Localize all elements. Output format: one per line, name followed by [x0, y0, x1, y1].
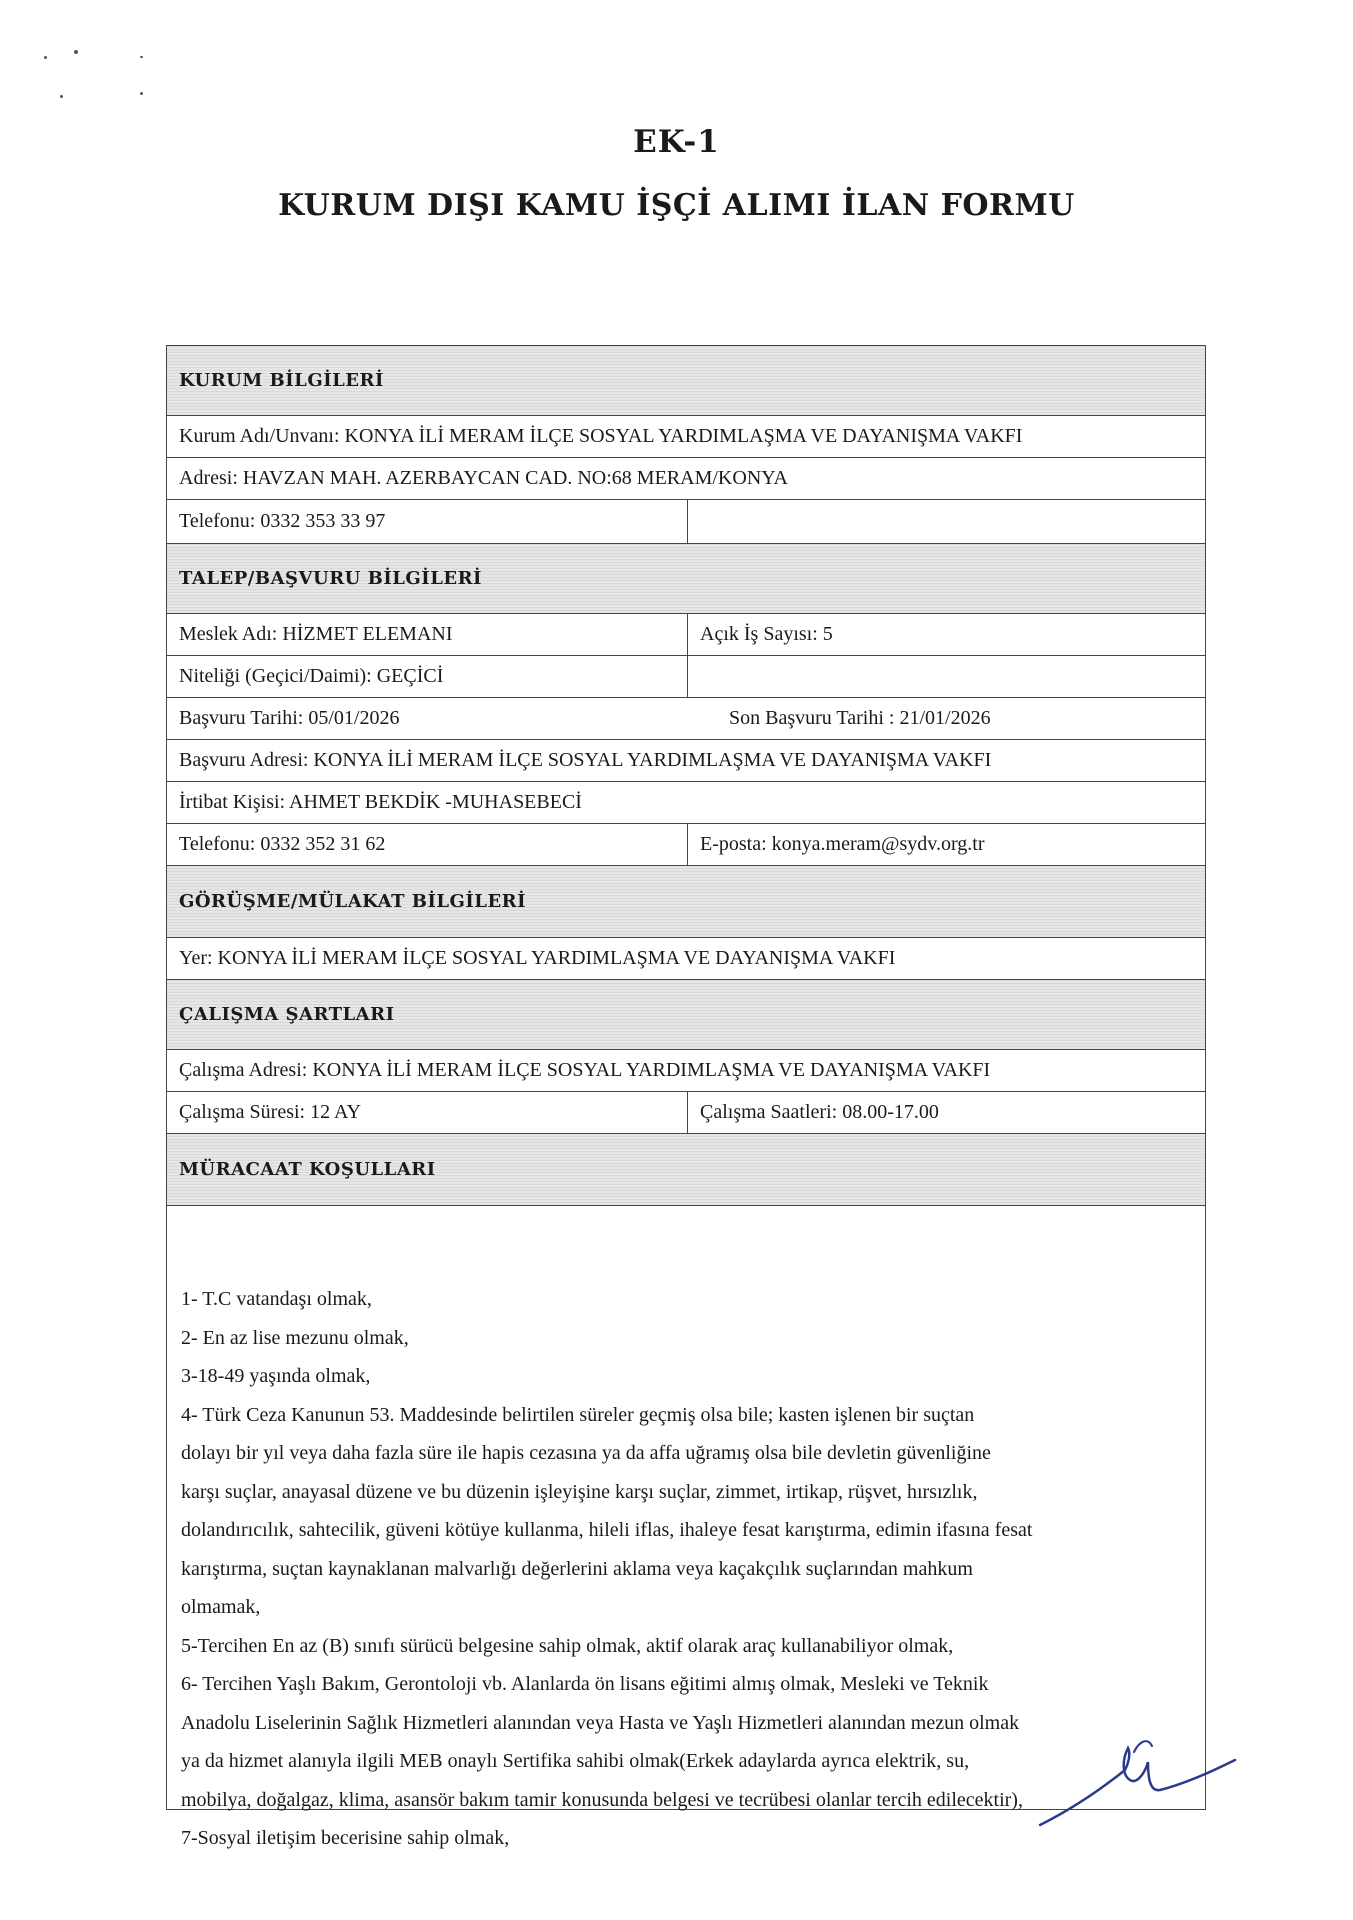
ilan-form-table [166, 345, 1206, 1849]
calisma-sure-row [167, 1092, 1205, 1134]
condition-line: karşı suçlar, anayasal düzene ve bu düzenin işleyişine karşı suçlar, zimmet, irtikap, rüşvet, hırsızlık, [181, 1480, 978, 1503]
kurum-adres-row [167, 458, 1205, 500]
calisma-adresi: Çalışma Adresi: KONYA İLİ MERAM İLÇE SOSYAL YARDIMLAŞMA VE DAYANIŞMA VAKFI [179, 1059, 991, 1081]
handwritten-signature [1030, 1730, 1240, 1830]
kurum-empty-cell [687, 500, 1207, 543]
condition-line: olmamak, [181, 1596, 261, 1618]
meslek-adi: Meslek Adı: HİZMET ELEMANI [179, 623, 453, 645]
condition-line: 3-18-49 yaşında olmak, [181, 1365, 371, 1387]
calisma-adres-row [167, 1050, 1205, 1092]
condition-line: ya da hizmet alanıyla ilgili MEB onaylı Sertifika sahibi olmak(Erkek adaylarda ayrıca elektrik, su, [181, 1750, 970, 1772]
calisma-suresi: Çalışma Süresi: 12 AY [179, 1101, 362, 1123]
gorusme-yer-row [167, 938, 1205, 980]
condition-line: dolandırıcılık, sahtecilik, güveni kötüye kullanma, hileli iflas, ihaleye fesat karıştırma, edimin ifasına fesat [181, 1519, 1033, 1541]
kurum-adres: Adresi: HAVZAN MAH. AZERBAYCAN CAD. NO:68 MERAM/KONYA [179, 467, 788, 489]
basvuru-tarihi: Başvuru Tarihi: 05/01/2026 [179, 707, 400, 729]
niteligi-row [167, 656, 1205, 698]
kurum-adi: Kurum Adı/Unvanı: KONYA İLİ MERAM İLÇE SOSYAL YARDIMLAŞMA VE DAYANIŞMA VAKFI [179, 425, 1023, 447]
niteligi: Niteliği (Geçici/Daimi): GEÇİCİ [179, 665, 444, 687]
calisma-heading: ÇALIŞMA ŞARTLARI [179, 1004, 395, 1025]
tarih-row [167, 698, 1205, 740]
muracaat-body [167, 1206, 1205, 1849]
kurum-telefon: Telefonu: 0332 353 33 97 [179, 510, 386, 532]
niteligi-empty-cell [687, 656, 1207, 697]
ek-label: EK-1 [633, 124, 720, 160]
condition-line: karıştırma, suçtan kaynaklanan malvarlığı değerlerini aklama veya kaçakçılık suçlarından mahkum [181, 1557, 973, 1580]
condition-line: 6- Tercihen Yaşlı Bakım, Gerontoloji vb. Alanlarda ön lisans eğitimi almış olmak, Mesleki ve Teknik [181, 1673, 989, 1695]
condition-line: 1- T.C vatandaşı olmak, [181, 1288, 372, 1310]
irtibat-row [167, 782, 1205, 824]
son-basvuru-tarihi: Son Başvuru Tarihi : 21/01/2026 [729, 707, 991, 729]
condition-line: Anadolu Liselerinin Sağlık Hizmetleri alanından veya Hasta ve Yaşlı Hizmetleri alanından mezun olmak [181, 1711, 1020, 1734]
muracaat-heading: MÜRACAAT KOŞULLARI [179, 1159, 436, 1180]
kurum-heading: KURUM BİLGİLERİ [179, 370, 384, 391]
kurum-heading-row [167, 346, 1205, 416]
basvuru-adresi-row [167, 740, 1205, 782]
basvuru-adresi: Başvuru Adresi: KONYA İLİ MERAM İLÇE SOSYAL YARDIMLAŞMA VE DAYANIŞMA VAKFI [179, 749, 992, 771]
acik-is-sayisi: Açık İş Sayısı: 5 [700, 623, 833, 645]
meslek-row [167, 614, 1205, 656]
calisma-saatleri: Çalışma Saatleri: 08.00-17.00 [700, 1101, 939, 1123]
condition-line: mobilya, doğalgaz, klima, asansör bakım tamir konusunda belgesi ve tecrübesi olanlar tercih edilecektir), [181, 1788, 1023, 1811]
gorusme-heading-row [167, 866, 1205, 938]
irtibat-kisisi: İrtibat Kişisi: AHMET BEKDİK -MUHASEBECİ [179, 791, 582, 813]
talep-heading-row [167, 544, 1205, 614]
kurum-adi-row [167, 416, 1205, 458]
condition-line: 2- En az lise mezunu olmak, [181, 1326, 409, 1349]
talep-heading: TALEP/BAŞVURU BİLGİLERİ [179, 568, 482, 589]
condition-line: dolayı bir yıl veya daha fazla süre ile hapis cezasına ya da affa uğramış olsa bile devletin güvenliğine [181, 1442, 991, 1464]
condition-line: 5-Tercihen En az (B) sınıfı sürücü belgesine sahip olmak, aktif olarak araç kullanabiliyor olmak, [181, 1634, 954, 1657]
kurum-telefon-row [167, 500, 1205, 544]
condition-line: 4- Türk Ceza Kanunun 53. Maddesinde belirtilen süreler geçmiş olsa bile; kasten işlenen bir suçtan [181, 1403, 975, 1426]
condition-line: 7-Sosyal iletişim becerisine sahip olmak, [181, 1827, 510, 1849]
gorusme-yer: Yer: KONYA İLİ MERAM İLÇE SOSYAL YARDIMLAŞMA VE DAYANIŞMA VAKFI [179, 947, 896, 969]
talep-telefon: Telefonu: 0332 352 31 62 [179, 833, 386, 855]
eposta: E-posta: konya.meram@sydv.org.tr [700, 833, 985, 855]
form-title: KURUM DIŞI KAMU İŞÇİ ALIMI İLAN FORMU [278, 188, 1075, 223]
gorusme-heading: GÖRÜŞME/MÜLAKAT BİLGİLERİ [179, 891, 527, 912]
calisma-heading-row [167, 980, 1205, 1050]
muracaat-heading-row [167, 1134, 1205, 1206]
iletisim-row [167, 824, 1205, 866]
